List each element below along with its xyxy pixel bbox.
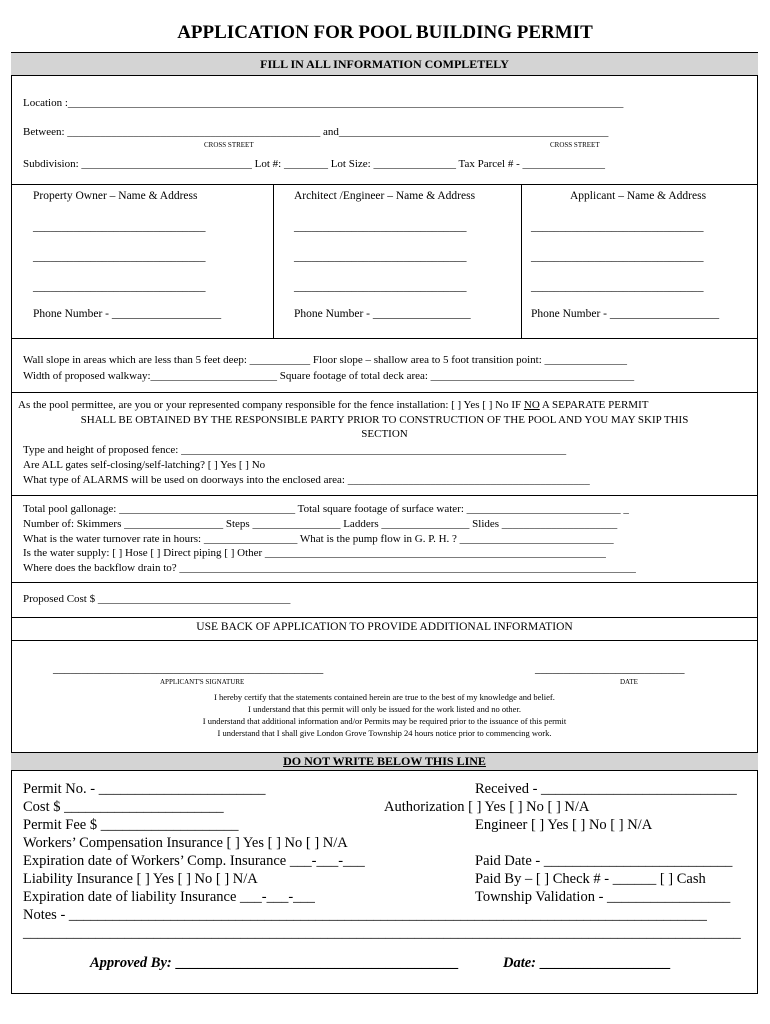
- divider: [11, 617, 758, 618]
- applicant-line[interactable]: ______________________________: [531, 221, 704, 233]
- cross-street-label-2: CROSS STREET: [550, 141, 600, 149]
- signature-line[interactable]: _______________________________________________: [53, 663, 324, 675]
- permit-fee-field[interactable]: Permit Fee $ ___________________: [23, 817, 239, 833]
- received-field[interactable]: Received - ___________________________: [475, 781, 737, 797]
- cross-street-label-1: CROSS STREET: [204, 141, 254, 149]
- date-label: DATE: [620, 678, 638, 686]
- approval-date-field[interactable]: [503, 955, 670, 972]
- applicant-phone[interactable]: Phone Number - ___________________: [531, 308, 720, 320]
- architect-phone[interactable]: Phone Number - _________________: [294, 308, 471, 320]
- divider: [11, 392, 758, 393]
- architect-line[interactable]: ______________________________: [294, 251, 467, 263]
- fence-question-end: A SEPARATE PERMIT: [539, 399, 649, 411]
- certification-line: I hereby certify that the statements contained herein are true to the best of my knowledge and belief.: [214, 692, 555, 702]
- divider: [11, 75, 758, 76]
- architect-line[interactable]: ______________________________: [294, 281, 467, 293]
- location-field[interactable]: Location :_____________________________________________________________________________________________________: [23, 97, 624, 109]
- architect-line[interactable]: ______________________________: [294, 221, 467, 233]
- engineer-field[interactable]: Engineer [ ] Yes [ ] No [ ] N/A: [475, 817, 653, 833]
- alarms-field[interactable]: What type of ALARMS will be used on doorways into the enclosed area: ____________________________________________: [23, 474, 590, 486]
- date-line[interactable]: __________________________: [535, 663, 685, 675]
- certification-line: I understand that additional information and/or Permits may be required prior to the issuance of this permit: [202, 716, 567, 726]
- gallonage-field[interactable]: Total pool gallonage: ________________________________ Total square footage of surface water: ____________________________ _: [23, 503, 629, 515]
- divider: [11, 184, 758, 185]
- certification-line: I understand that I shall give London Grove Township 24 hours notice prior to commencing work.: [217, 728, 552, 738]
- skimmers-field[interactable]: Number of: Skimmers __________________ Steps ________________ Ladders ________________ Slides _____________________: [23, 518, 618, 530]
- approval-date-label: Date:: [503, 955, 537, 971]
- owner-line[interactable]: ______________________________: [33, 221, 206, 233]
- owner-title: Property Owner – Name & Address: [33, 190, 198, 202]
- water-supply-field[interactable]: Is the water supply: [ ] Hose [ ] Direct piping [ ] Other ______________________________________________________________: [23, 547, 606, 559]
- workers-comp-field[interactable]: Workers’ Compensation Insurance [ ] Yes [ ] No [ ] N/A: [23, 835, 348, 851]
- notes-line-2[interactable]: ___________________________________________________________________________________________________: [23, 925, 741, 941]
- fence-type-field[interactable]: Type and height of proposed fence: ______________________________________________________________________: [23, 444, 567, 456]
- liability-expiration-field[interactable]: Expiration date of liability Insurance ___-___-___: [23, 889, 315, 905]
- applicant-line[interactable]: ______________________________: [531, 251, 704, 263]
- office-use-band: DO NOT WRITE BELOW THIS LINE: [11, 753, 758, 770]
- header-band: FILL IN ALL INFORMATION COMPLETELY: [11, 53, 758, 75]
- back-of-application-note: USE BACK OF APPLICATION TO PROVIDE ADDITIONAL INFORMATION: [196, 621, 573, 633]
- backflow-field[interactable]: Where does the backflow drain to? ___________________________________________________________________________________: [23, 562, 636, 574]
- approval-date-line: __________________: [536, 955, 671, 971]
- between-field[interactable]: Between: ______________________________________________ and_________________________________________________: [23, 126, 609, 138]
- column-divider: [521, 184, 522, 338]
- approved-by-line: _______________________________________: [171, 955, 459, 971]
- architect-title: Architect /Engineer – Name & Address: [294, 190, 476, 202]
- paid-by-field[interactable]: Paid By – [ ] Check # - ______ [ ] Cash: [475, 871, 706, 887]
- paid-date-field[interactable]: Paid Date - __________________________: [475, 853, 733, 869]
- workers-comp-expiration-field[interactable]: Expiration date of Workers’ Comp. Insurance ___-___-___: [23, 853, 365, 869]
- divider: [11, 495, 758, 496]
- fence-question-text: As the pool permittee, are you or your represented company responsible for the fence installation: [ ] Yes [ ] No IF: [18, 399, 524, 411]
- owner-line[interactable]: ______________________________: [33, 281, 206, 293]
- applicant-line[interactable]: ______________________________: [531, 281, 704, 293]
- certification-line: I understand that this permit will only be issued for the work listed and no other.: [248, 704, 521, 714]
- gates-field[interactable]: Are ALL gates self-closing/self-latching? [ ] Yes [ ] No: [23, 459, 266, 471]
- signature-label: APPLICANT'S SIGNATURE: [160, 678, 245, 686]
- fence-question-no: NO: [523, 399, 540, 411]
- page-title: APPLICATION FOR POOL BUILDING PERMIT: [177, 22, 593, 43]
- fence-question: [18, 399, 648, 411]
- applicant-title: Applicant – Name & Address: [570, 190, 707, 202]
- owner-phone[interactable]: Phone Number - ___________________: [33, 308, 222, 320]
- authorization-field[interactable]: Authorization [ ] Yes [ ] No [ ] N/A: [384, 799, 590, 815]
- divider: [11, 640, 758, 641]
- approved-by-label: Approved By:: [90, 955, 172, 971]
- permit-no-field[interactable]: Permit No. - _______________________: [23, 781, 266, 797]
- walkway-field[interactable]: Width of proposed walkway:_______________________ Square footage of total deck area: _____________________________________: [23, 370, 635, 382]
- subdivision-field[interactable]: Subdivision: _______________________________ Lot #: ________ Lot Size: _______________ Tax Parcel # - _______________: [23, 158, 606, 170]
- notes-field[interactable]: Notes - ________________________________________________________________________________________: [23, 907, 707, 923]
- wall-slope-field[interactable]: Wall slope in areas which are less than 5 feet deep: ___________ Floor slope – shallow area to 5 foot transition point: _______________: [23, 354, 627, 366]
- owner-line[interactable]: ______________________________: [33, 251, 206, 263]
- proposed-cost-field[interactable]: Proposed Cost $ ___________________________________: [23, 593, 291, 605]
- turnover-field[interactable]: What is the water turnover rate in hours: _________________ What is the pump flow in G. P. H. ? ____________________________: [23, 533, 614, 545]
- township-validation-field[interactable]: Township Validation - _________________: [475, 889, 731, 905]
- divider: [11, 770, 758, 771]
- column-divider: [273, 184, 274, 338]
- liability-insurance-field[interactable]: Liability Insurance [ ] Yes [ ] No [ ] N/A: [23, 871, 258, 887]
- cost-field[interactable]: Cost $ ______________________: [23, 799, 224, 815]
- approved-by-field[interactable]: [90, 955, 458, 972]
- fence-question-line2: SHALL BE OBTAINED BY THE RESPONSIBLE PARTY PRIOR TO CONSTRUCTION OF THE POOL AND YOU MAY SKIP THIS: [80, 414, 689, 426]
- divider: [11, 338, 758, 339]
- fence-question-line3: SECTION: [361, 428, 408, 440]
- divider: [11, 582, 758, 583]
